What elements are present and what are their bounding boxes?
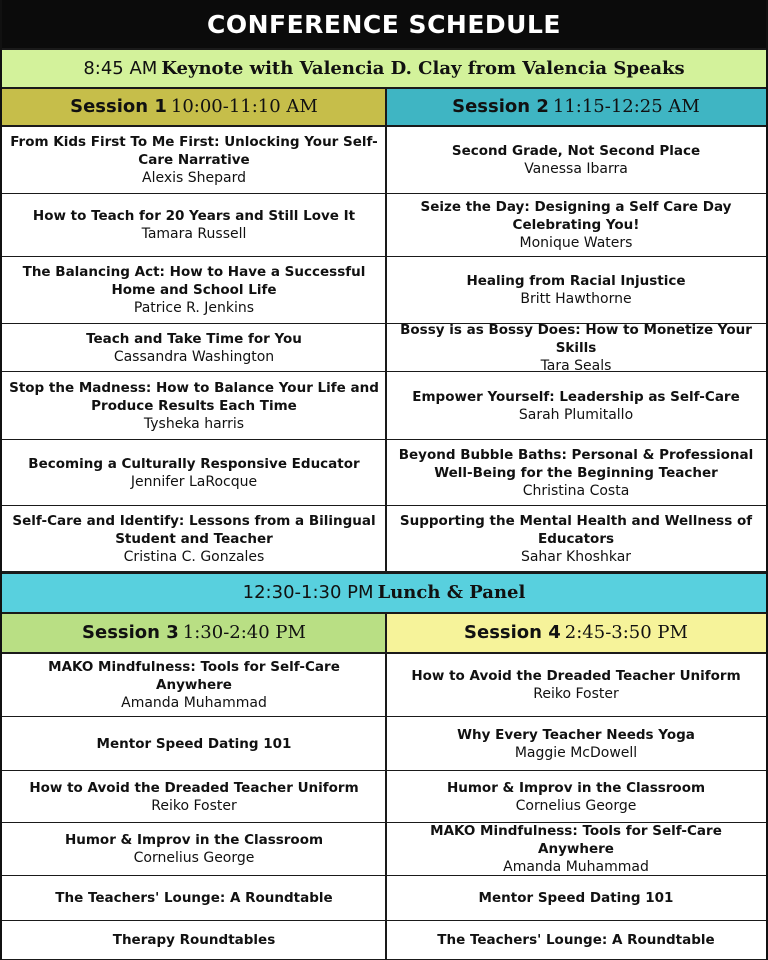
session-4-time: 2:45-3:50 PM — [564, 622, 688, 643]
session-cell — [2, 127, 386, 194]
session-2-header — [386, 89, 766, 127]
speaker-name: Jennifer LaRocque — [130, 473, 258, 490]
speaker-name: Sarah Plumitallo — [518, 406, 634, 423]
session-cell — [386, 194, 766, 257]
speaker-name: Cornelius George — [133, 850, 255, 866]
talk-title: The Teachers' Lounge: A Roundtable — [437, 932, 715, 948]
speaker-name: Cassandra Washington — [113, 348, 275, 365]
speaker-name: Amanda Muhammad — [503, 859, 649, 875]
session-cell — [386, 321, 766, 374]
session-cell — [386, 876, 766, 921]
talk-title: How to Avoid the Dreaded Teacher Uniform — [411, 668, 741, 684]
speaker-name: Sahar Khoshkar — [520, 548, 632, 565]
talk-title: Self-Care and Identify: Lessons from a Bilingual Student and Teacher — [12, 512, 376, 547]
speaker-name: Christina Costa — [522, 482, 630, 499]
session-cell — [386, 921, 766, 960]
column-divider-morning — [385, 89, 387, 572]
session-2-time: 11:15-12:25 AM — [552, 96, 700, 117]
session-cell — [2, 771, 386, 823]
talk-title: Therapy Roundtables — [112, 932, 276, 948]
speaker-name: Reiko Foster — [533, 686, 619, 702]
session-cell — [386, 372, 766, 440]
session-cell — [386, 823, 766, 876]
speaker-name: Cornelius George — [515, 797, 637, 814]
speaker-name: Patrice R. Jenkins — [133, 300, 255, 316]
talk-title: MAKO Mindfulness: Tools for Self-Care Anywhere — [48, 659, 340, 693]
schedule-title: CONFERENCE SCHEDULE — [2, 0, 766, 48]
session-cell — [386, 654, 766, 717]
session-cell — [386, 506, 766, 572]
lunch-event: Lunch & Panel — [377, 582, 526, 603]
talk-title: Teach and Take Time for You — [86, 330, 302, 347]
speaker-name: Amanda Muhammad — [121, 695, 267, 711]
talk-title: Seize the Day: Designing a Self Care Day Celebrating You! — [420, 199, 732, 233]
speaker-name: Monique Waters — [519, 235, 633, 251]
session-3-name: Session 3 — [82, 622, 179, 643]
column-divider-afternoon — [385, 614, 387, 960]
session-cell — [2, 921, 386, 960]
speaker-name: Tara Seals — [540, 357, 612, 374]
speaker-name: Maggie McDowell — [514, 744, 638, 761]
keynote-banner — [2, 48, 766, 89]
session-cell — [2, 324, 386, 372]
talk-title: The Balancing Act: How to Have a Successful Home and School Life — [22, 264, 366, 298]
session-cell — [2, 194, 386, 257]
session-cell — [386, 440, 766, 506]
session-1-header — [2, 89, 386, 127]
session-cell — [2, 654, 386, 717]
talk-title: Humor & Improv in the Classroom — [446, 779, 706, 796]
speaker-name: Tamara Russell — [141, 226, 247, 242]
talk-title: Empower Yourself: Leadership as Self-Care — [412, 388, 740, 405]
keynote-time: 8:45 AM — [83, 58, 158, 79]
session-cell — [2, 440, 386, 506]
talk-title: How to Avoid the Dreaded Teacher Uniform — [29, 779, 359, 796]
session-cell — [2, 257, 386, 324]
speaker-name: Tysheka harris — [143, 415, 245, 432]
speaker-name: Alexis Shepard — [142, 170, 246, 186]
session-cell — [386, 257, 766, 324]
session-4-name: Session 4 — [464, 622, 561, 643]
talk-title: The Teachers' Lounge: A Roundtable — [55, 890, 333, 906]
session-cell — [386, 127, 766, 194]
talk-title: Becoming a Culturally Responsive Educator — [28, 455, 360, 472]
session-cell — [2, 372, 386, 440]
session-4-header — [386, 614, 766, 654]
talk-title: Why Every Teacher Needs Yoga — [457, 726, 695, 743]
session-cell — [386, 717, 766, 771]
session-cell — [386, 771, 766, 823]
keynote-event: Keynote with Valencia D. Clay from Valencia Speaks — [161, 58, 685, 79]
speaker-name: Britt Hawthorne — [520, 291, 632, 307]
talk-title: Bossy is as Bossy Does: How to Monetize Your Skills — [400, 321, 752, 356]
talk-title: MAKO Mindfulness: Tools for Self-Care Anywhere — [430, 823, 722, 857]
speaker-name: Cristina C. Gonzales — [123, 548, 265, 565]
talk-title: Healing from Racial Injustice — [466, 273, 686, 289]
talk-title: Humor & Improv in the Classroom — [64, 832, 324, 848]
session-cell — [2, 717, 386, 771]
session-2-name: Session 2 — [452, 96, 549, 117]
session-3-header — [2, 614, 386, 654]
talk-title: Beyond Bubble Baths: Personal & Professional Well-Being for the Beginning Teacher — [398, 446, 754, 481]
talk-title: Stop the Madness: How to Balance Your Life and Produce Results Each Time — [9, 379, 379, 414]
talk-title: Supporting the Mental Health and Wellness of Educators — [399, 512, 753, 547]
session-3-time: 1:30-2:40 PM — [182, 622, 306, 643]
lunch-banner — [2, 572, 766, 614]
talk-title: Mentor Speed Dating 101 — [478, 890, 674, 906]
talk-title: Second Grade, Not Second Place — [451, 143, 701, 159]
speaker-name: Vanessa Ibarra — [524, 161, 628, 177]
session-cell — [2, 823, 386, 876]
lunch-time: 12:30-1:30 PM — [242, 582, 374, 603]
session-1-time: 10:00-11:10 AM — [170, 96, 318, 117]
session-cell — [2, 876, 386, 921]
talk-title: How to Teach for 20 Years and Still Love It — [32, 208, 356, 224]
speaker-name: Reiko Foster — [151, 797, 237, 814]
talk-title: Mentor Speed Dating 101 — [96, 735, 292, 752]
session-cell — [2, 506, 386, 572]
talk-title: From Kids First To Me First: Unlocking Your Self-Care Narrative — [10, 134, 378, 168]
session-1-name: Session 1 — [70, 96, 167, 117]
